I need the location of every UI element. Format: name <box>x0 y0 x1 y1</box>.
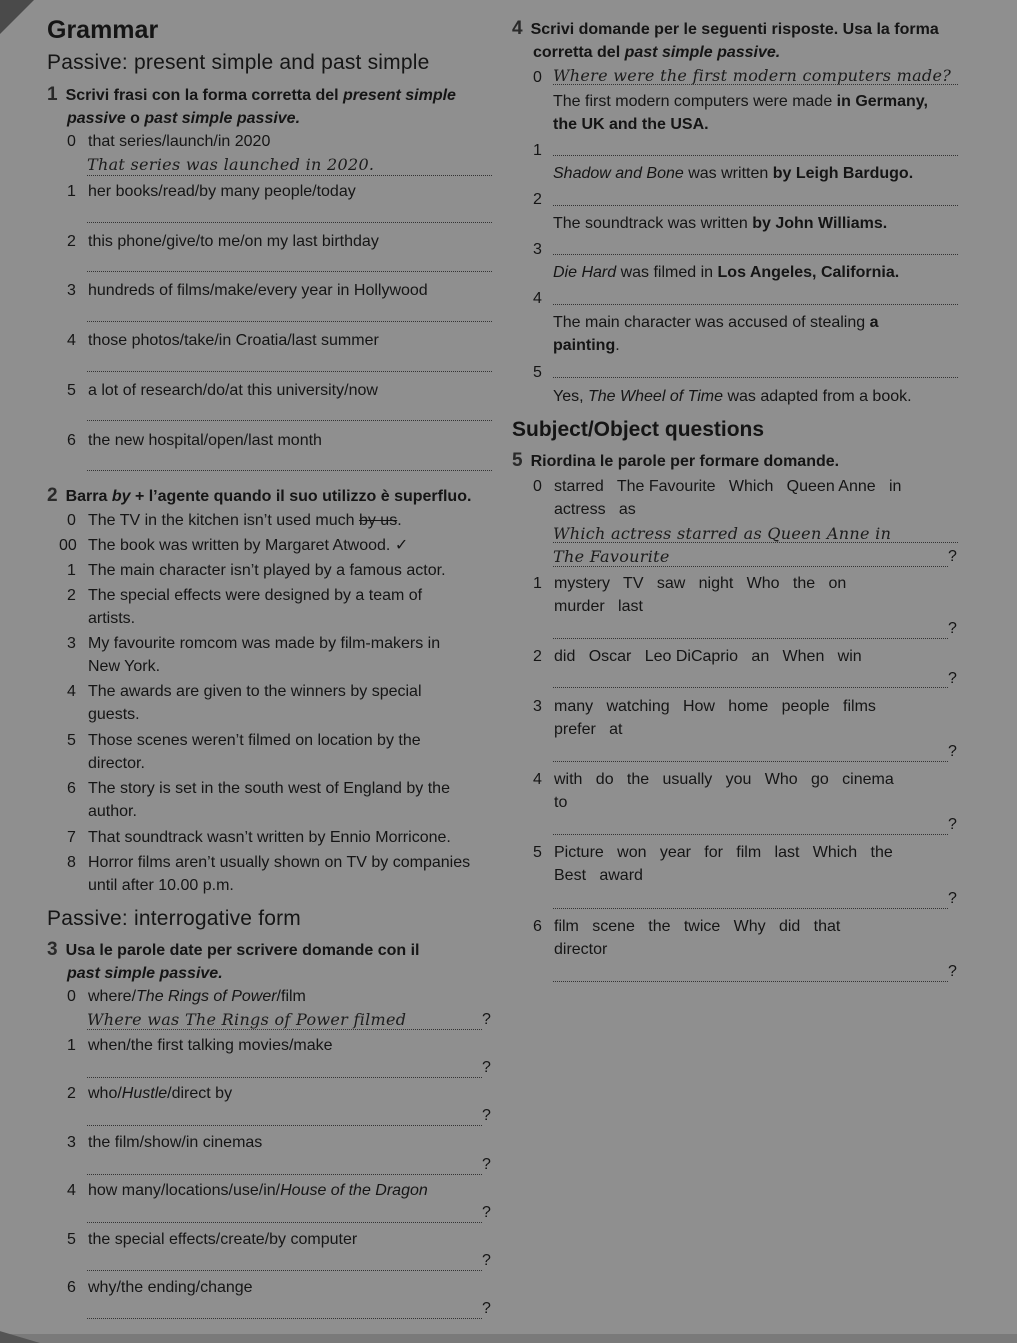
exercise-4-item-5-number: 5 <box>533 364 542 381</box>
exercise-1-item-0-answer: That series was launched in 2020. <box>87 155 375 174</box>
exercise-1-item-0: 0 that series/launch/in 2020 <box>67 133 271 150</box>
exercise-3-item-4: 4 how many/locations/use/in/House of the Dragon <box>67 1182 428 1199</box>
exercise-1-item-1: 1 her books/read/by many people/today <box>67 183 356 200</box>
exercise-3-number: 3 <box>47 939 58 960</box>
answer-line[interactable] <box>87 222 492 223</box>
answer-line[interactable] <box>87 1077 482 1078</box>
question-mark: ? <box>948 548 957 565</box>
exercise-2-item-4[interactable]: 4 The awards are given to the winners by special guests. <box>67 683 422 723</box>
question-mark: ? <box>948 620 957 637</box>
exercise-5-item-0-answer-line-1: Which actress starred as Queen Anne in <box>553 524 892 543</box>
struck-agent: by us <box>358 512 398 529</box>
question-mark: ? <box>482 1059 491 1076</box>
exercise-4-item-0-response: The first modern computers were made in Germany, the UK and the USA. <box>553 93 928 133</box>
answer-line <box>87 175 492 176</box>
exercise-2-item-0: 0 The TV in the kitchen isn’t used much by us. <box>67 512 402 529</box>
answer-line[interactable] <box>553 687 948 688</box>
question-mark: ? <box>482 1204 491 1221</box>
exercise-2-item-3[interactable]: 3 My favourite romcom was made by film-makers in New York. <box>67 635 441 675</box>
answer-line[interactable] <box>553 205 958 206</box>
exercise-3-item-3: 3 the film/show/in cinemas <box>67 1134 263 1151</box>
answer-line[interactable] <box>553 254 958 255</box>
exercise-2-item-00: 00 The book was written by Margaret Atwood. ✓ <box>59 537 409 554</box>
check-mark-icon: ✓ <box>394 537 409 554</box>
question-mark: ? <box>948 743 957 760</box>
exercise-4-item-1-number: 1 <box>533 142 542 159</box>
exercise-1-item-4: 4 those photos/take/in Croatia/last summer <box>67 332 379 349</box>
exercise-4-item-3-response: Die Hard was filmed in Los Angeles, California. <box>553 264 900 281</box>
exercise-3-item-5: 5 the special effects/create/by computer <box>67 1231 358 1248</box>
exercise-4-item-4-number: 4 <box>533 290 542 307</box>
answer-line[interactable] <box>553 834 948 835</box>
answer-line[interactable] <box>87 1270 482 1271</box>
exercise-1-number: 1 <box>47 84 58 105</box>
exercise-5-item-2-words: 2 did Oscar Leo DiCaprio an When win <box>533 648 862 665</box>
question-mark: ? <box>482 1300 491 1317</box>
exercise-1-item-3: 3 hundreds of films/make/every year in Hollywood <box>67 282 428 299</box>
question-mark: ? <box>482 1252 491 1269</box>
exercise-5-item-0-words: 0 starred The Favourite Which Queen Anne in actress as <box>533 478 902 518</box>
exercise-4-item-0-number: 0 <box>533 69 542 86</box>
answer-line[interactable] <box>553 761 948 762</box>
exercise-2-item-2[interactable]: 2 The special effects were designed by a team of artists. <box>67 587 423 627</box>
answer-line <box>553 542 958 543</box>
exercise-5-item-6-words: 6 film scene the twice Why did that director <box>533 918 841 958</box>
answer-line[interactable] <box>553 304 958 305</box>
answer-line[interactable] <box>87 1222 482 1223</box>
exercise-3-item-0-answer: Where was The Rings of Power filmed <box>87 1010 407 1029</box>
exercise-5-item-4-words: 4 with do the usually you Who go cinema to <box>533 771 894 811</box>
question-mark: ? <box>482 1107 491 1124</box>
exercise-2-item-7[interactable]: 7 That soundtrack wasn’t written by Ennio Morricone. <box>67 829 451 846</box>
section-title-subject-object: Subject/Object questions <box>512 418 765 441</box>
question-mark: ? <box>948 963 957 980</box>
page-title: Grammar <box>47 16 159 44</box>
answer-line[interactable] <box>87 470 492 471</box>
exercise-3-item-1: 1 when/the first talking movies/make <box>67 1037 333 1054</box>
exercise-5-item-1-words: 1 mystery TV saw night Who the on murder last <box>533 575 847 615</box>
question-mark: ? <box>948 890 957 907</box>
answer-line[interactable] <box>87 321 492 322</box>
exercise-4-item-4-response: The main character was accused of stealing a painting. <box>553 314 879 354</box>
answer-line[interactable] <box>87 271 492 272</box>
answer-line[interactable] <box>87 1318 482 1319</box>
answer-line <box>553 84 958 85</box>
exercise-4-item-2-response: The soundtrack was written by John Williams. <box>553 215 888 232</box>
exercise-1-item-6: 6 the new hospital/open/last month <box>67 432 322 449</box>
answer-line[interactable] <box>553 377 958 378</box>
exercise-2-number: 2 <box>47 485 58 506</box>
exercise-4-item-3-number: 3 <box>533 241 542 258</box>
exercise-4-instructions: 4 Scrivi domande per le seguenti risposte. Usa la forma corretta del past simple passive. <box>512 18 939 61</box>
exercise-3-item-6: 6 why/the ending/change <box>67 1279 253 1296</box>
answer-line[interactable] <box>553 155 958 156</box>
answer-line[interactable] <box>553 908 948 909</box>
exercise-2-item-1[interactable]: 1 The main character isn’t played by a famous actor. <box>67 562 446 579</box>
question-mark: ? <box>948 816 957 833</box>
page-bottom-edge <box>0 1334 1017 1343</box>
answer-line[interactable] <box>87 1125 482 1126</box>
section-title-passive-present-past: Passive: present simple and past simple <box>47 51 430 74</box>
exercise-1-item-5: 5 a lot of research/do/at this university/now <box>67 382 378 399</box>
exercise-5-item-3-words: 3 many watching How home people films prefer at <box>533 698 876 738</box>
page-corner-shadow <box>0 0 34 34</box>
exercise-4-item-2-number: 2 <box>533 191 542 208</box>
exercise-5-item-0-answer-line-2: The Favourite <box>553 547 670 566</box>
question-mark: ? <box>948 670 957 687</box>
section-title-passive-interrogative: Passive: interrogative form <box>47 907 301 930</box>
exercise-5-number: 5 <box>512 450 523 471</box>
question-mark: ? <box>482 1156 491 1173</box>
exercise-2-item-5[interactable]: 5 Those scenes weren’t filmed on location by the director. <box>67 732 421 772</box>
exercise-4-item-1-response: Shadow and Bone was written by Leigh Bardugo. <box>553 165 914 182</box>
answer-line[interactable] <box>87 371 492 372</box>
question-mark: ? <box>482 1011 491 1028</box>
exercise-2-item-8[interactable]: 8 Horror films aren’t usually shown on TV by companies until after 10.00 p.m. <box>67 854 471 894</box>
answer-line[interactable] <box>553 638 948 639</box>
answer-line[interactable] <box>553 981 948 982</box>
answer-line[interactable] <box>87 1174 482 1175</box>
exercise-4-item-5-response: Yes, The Wheel of Time was adapted from a book. <box>553 388 912 405</box>
exercise-2-instructions: 2 Barra by + l’agente quando il suo utilizzo è superfluo. <box>47 485 472 506</box>
exercise-5-item-5-words: 5 Picture won year for film last Which the Best award <box>533 844 893 884</box>
exercise-4-number: 4 <box>512 18 523 39</box>
exercise-3-item-2: 2 who/Hustle/direct by <box>67 1085 233 1102</box>
answer-line <box>87 1029 482 1030</box>
exercise-3-item-0: 0 where/The Rings of Power/film <box>67 988 306 1005</box>
exercise-4-item-0-answer: Where were the first modern computers made? <box>553 66 952 85</box>
answer-line <box>553 566 948 567</box>
exercise-1-instructions: 1 Scrivi frasi con la forma corretta del present simple passive o past simple passive. <box>47 84 456 127</box>
exercise-1-item-2: 2 this phone/give/to me/on my last birthday <box>67 233 379 250</box>
answer-line[interactable] <box>87 420 492 421</box>
exercise-3-instructions: 3 Usa le parole date per scrivere domande con il past simple passive. <box>47 939 420 982</box>
exercise-2-item-6[interactable]: 6 The story is set in the south west of England by the author. <box>67 780 450 820</box>
exercise-5-instructions: 5 Riordina le parole per formare domande. <box>512 450 840 471</box>
